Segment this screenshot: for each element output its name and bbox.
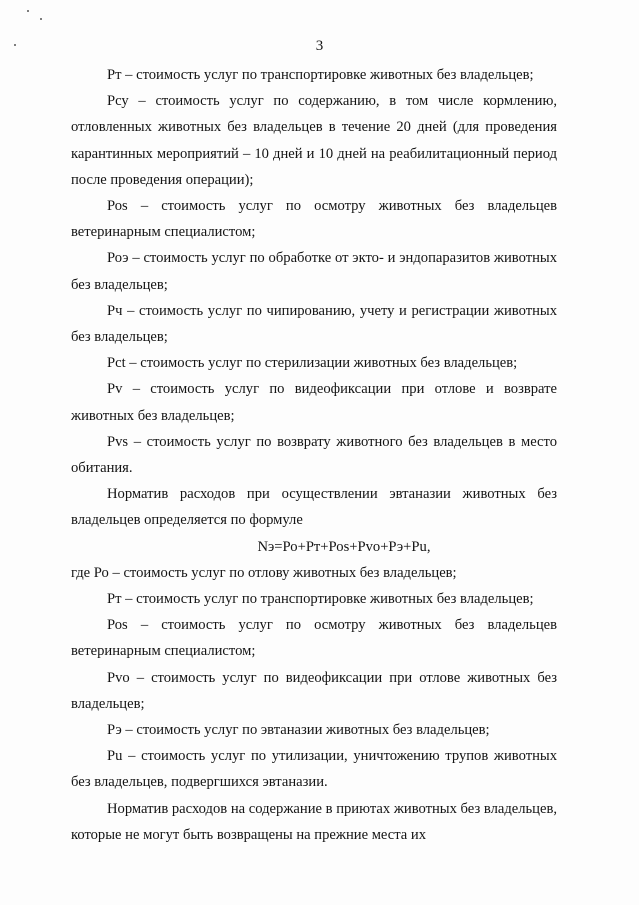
document-body: [71, 62, 557, 848]
definition-paragraph: Роѕ – стоимость услуг по осмотру животных без владельцев ветеринарным специалистом;: [71, 198, 557, 241]
formula-lead-paragraph: где Ро – стоимость услуг по отлову животных без владельцев;: [71, 564, 457, 581]
intro-paragraph: Норматив расходов на содержание в приютах животных без владельцев, которые не могут быть возвращены на прежние места их: [71, 800, 557, 843]
scan-speck: [40, 18, 42, 20]
definition-paragraph: Роэ – стоимость услуг по обработке от экто- и эндопаразитов животных без владельцев;: [71, 250, 557, 293]
definition-paragraph: Рv – стоимость услуг по видеофиксации при отлове и возврате животных без владельцев;: [71, 381, 557, 424]
definition-paragraph: Рч – стоимость услуг по чипированию, учету и регистрации животных без владельцев;: [71, 302, 557, 346]
definition-paragraph: Рт – стоимость услуг по транспортировке животных без владельцев;: [107, 591, 534, 608]
definition-paragraph: Рсу – стоимость услуг по содержанию, в том числе кормлению, отловленных животных без владельцев в течение 20 дней (для проведения карантинных мероприятий – 10 дней и 10 дней на реабилитационный период после проведения операции);: [71, 93, 557, 188]
definition-paragraph: Рu – стоимость услуг по утилизации, уничтожению трупов животных без владельцев, подвергшихся эвтаназии.: [71, 748, 557, 791]
definition-paragraph: Рvs – стоимость услуг по возврату животного без владельцев в место обитания.: [71, 433, 557, 477]
page-number: 3: [315, 38, 324, 54]
formula: Nэ=Ро+Рт+Роѕ+Рvо+Рэ+Рu,: [257, 538, 431, 555]
scan-speck: [27, 10, 29, 12]
definition-paragraph: Рct – стоимость услуг по стерилизации животных без владельцев;: [107, 355, 518, 372]
definition-paragraph: Рэ – стоимость услуг по эвтаназии животных без владельцев;: [107, 722, 490, 739]
definition-paragraph: Рvо – стоимость услуг по видеофиксации при отлове животных без владельцев;: [71, 669, 557, 712]
definition-paragraph: Роѕ – стоимость услуг по осмотру животных без владельцев ветеринарным специалистом;: [71, 617, 557, 660]
definition-paragraph: Рт – стоимость услуг по транспортировке животных без владельцев;: [107, 67, 534, 83]
intro-paragraph: Норматив расходов при осуществлении эвтаназии животных без владельцев определяется по формуле: [71, 486, 557, 529]
